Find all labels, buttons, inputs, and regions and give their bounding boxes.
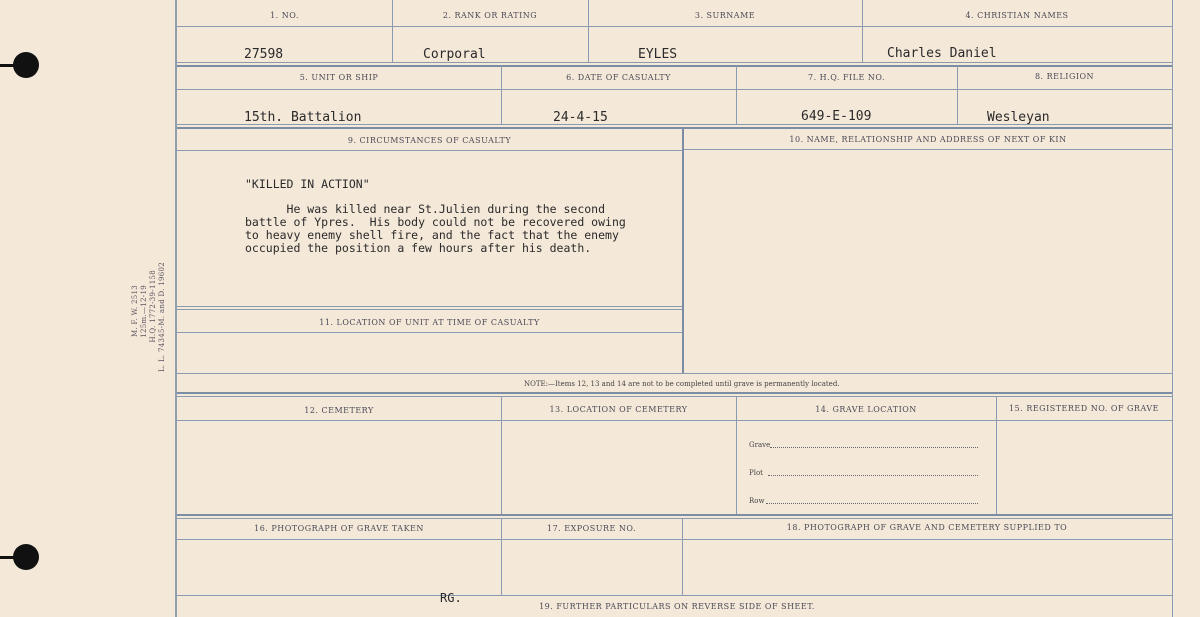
service-number-value: 27598 [244, 47, 284, 62]
rule [177, 373, 1172, 374]
rule [177, 514, 1172, 516]
rule [177, 595, 1172, 596]
further-particulars-label: 19. FURTHER PARTICULARS ON REVERSE SIDE OF SHEET. [539, 602, 815, 611]
registered-no-label: 15. REGISTERED NO. OF GRAVE [1009, 404, 1159, 413]
photograph-taken-label: 16. PHOTOGRAPH OF GRAVE TAKEN [254, 524, 424, 533]
grave-location-label: 14. GRAVE LOCATION [815, 405, 917, 414]
form-code-line-2: 125m.—12-19 [140, 285, 148, 338]
rule [177, 392, 1172, 394]
grave-dotted-line [770, 447, 978, 448]
plot-field-label: Plot [749, 469, 763, 477]
exposure-no-label: 17. EXPOSURE NO. [546, 524, 636, 533]
photograph-supplied-label: 18. PHOTOGRAPH OF GRAVE AND CEMETERY SUPPLIED TO [786, 523, 1068, 532]
religion-value: Wesleyan [987, 110, 1050, 125]
rule [736, 397, 737, 514]
rank-label: 2. RANK OR RATING [442, 11, 538, 20]
rg-mark: RG. [440, 591, 462, 605]
grave-field-label: Grave [749, 441, 771, 449]
row-dotted-line [766, 503, 978, 504]
rule [862, 0, 863, 62]
form-code-line-4: L. L. 74345-M. and D. 19602 [158, 262, 166, 373]
rule [177, 309, 682, 310]
rule [177, 26, 1172, 27]
cemetery-label: 12. CEMETERY [304, 406, 374, 415]
religion-label: 8. RELIGION [1034, 72, 1095, 81]
rule [177, 127, 1172, 129]
surname-value: EYLES [638, 47, 678, 62]
unit-value: 15th. Battalion [244, 110, 362, 125]
rank-value: Corporal [423, 47, 486, 62]
punch-slot-bottom [0, 556, 20, 559]
surname-label: 3. SURNAME [694, 11, 756, 20]
rule [177, 150, 682, 151]
hq-file-label: 7. H.Q. FILE NO. [808, 73, 885, 82]
date-label: 6. DATE OF CASUALTY [566, 73, 671, 82]
form-code-line-1: M. F. W. 2513 [131, 285, 139, 337]
circumstances-heading: "KILLED IN ACTION" [245, 177, 370, 191]
rule [177, 420, 1172, 421]
rule [588, 0, 589, 62]
rule [177, 539, 1172, 540]
punch-slot-top [0, 64, 20, 67]
rule [392, 0, 393, 62]
circumstances-text: He was killed near St.Julien during the second battle of Ypres. His body could not be recovered owing to heavy enemy shell fire, and the fact that the enemy occupied the position a few hours after his death. [245, 202, 626, 255]
rule [996, 397, 997, 514]
rule [177, 306, 682, 307]
rule [1172, 0, 1173, 617]
row-field-label: Row [749, 497, 765, 505]
note-text: NOTE:—Items 12, 13 and 14 are not to be completed until grave is permanently located. [524, 380, 840, 388]
plot-dotted-line [768, 475, 978, 476]
rule [177, 89, 1172, 90]
location-of-unit-label: 11. LOCATION OF UNIT AT TIME OF CASUALTY [319, 318, 540, 327]
form-code-line-3: H.Q. 1772-39-1158 [149, 270, 157, 343]
rule [684, 149, 1172, 150]
date-value: 24-4-15 [553, 110, 608, 125]
next-of-kin-label: 10. NAME, RELATIONSHIP AND ADDRESS OF NEXT OF KIN [789, 135, 1067, 144]
rule [177, 65, 1172, 67]
no-label: 1. NO. [270, 11, 299, 20]
rule [177, 396, 1172, 397]
rule [501, 397, 502, 514]
christian-names-value: Charles Daniel [887, 46, 997, 61]
location-of-cemetery-label: 13. LOCATION OF CEMETERY [549, 405, 688, 414]
rule [682, 128, 684, 373]
unit-label: 5. UNIT OR SHIP [299, 73, 379, 82]
rule [177, 518, 1172, 519]
christian-names-label: 4. CHRISTIAN NAMES [965, 11, 1069, 20]
rule [177, 332, 682, 333]
circumstances-label: 9. CIRCUMSTANCES OF CASUALTY [347, 136, 512, 145]
rule [177, 62, 1172, 63]
hq-file-value: 649-E-109 [801, 109, 872, 124]
